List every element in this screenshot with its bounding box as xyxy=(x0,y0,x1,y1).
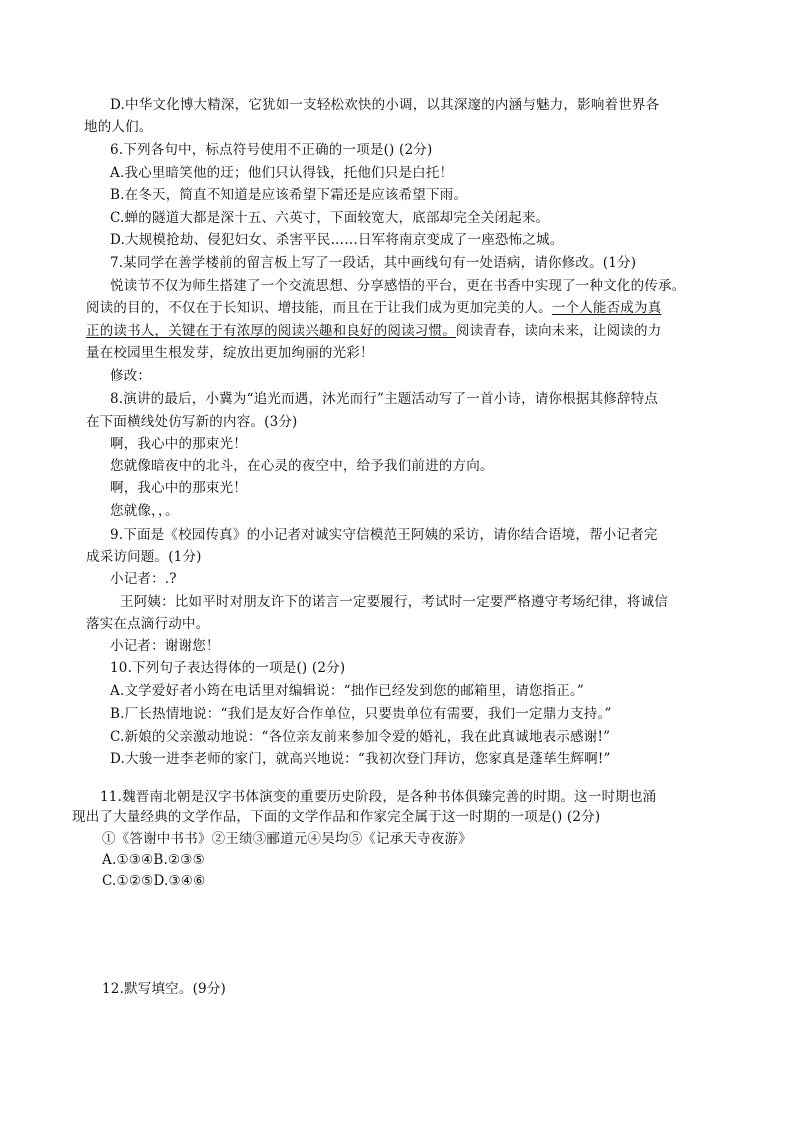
q6-option-d: D.大规模抢劫、侵犯妇女、杀害平民……日军将南京变成了一座恐怖之城。 xyxy=(110,232,564,248)
q8-poem-line3: 啊，我心中的那束光！ xyxy=(110,480,247,496)
q7-underlined-sentence-part1: 一个人能否成为真 xyxy=(551,300,662,316)
q7-paragraph-line3 xyxy=(86,322,661,340)
q8-stem-line2: 在下面横线处仿写新的内容。(3分) xyxy=(86,414,298,430)
q7-revise-label: 修改： xyxy=(110,368,152,384)
q10-option-a: A.文学爱好者小筠在电话里对编辑说：“拙作已经发到您的邮箱里，请您指正。” xyxy=(110,683,584,699)
q8-poem-line4: 您就像，，。 xyxy=(110,503,179,519)
q7-paragraph-line1: 悦读节不仅为师生搭建了一个交流思想、分享感悟的平台，更在书香中实现了一种文化的传承。 xyxy=(110,278,686,294)
q9-stem-line1: 9.下面是《校园传真》的小记者对诚实守信模范王阿姨的采访，请你结合语境，帮小记者完 xyxy=(110,527,658,543)
q8-poem-line2: 您就像暗夜中的北斗，在心灵的夜空中，给予我们前进的方向。 xyxy=(110,458,494,474)
q5-option-d-line1: D.中华文化博大精深，它犹如一支轻松欢快的小调，以其深邃的内涵与魅力，影响着世界各 xyxy=(110,97,660,113)
q9-reporter-line2: 小记者：谢谢您！ xyxy=(110,638,220,654)
q7-underlined-sentence-part2: 正的读书人，关键在于有浓厚的阅读兴趣和良好的阅读习惯。 xyxy=(86,323,456,339)
q9-wang-line1: 王阿姨：比如平时对朋友许下的诺言一定要履行，考试时一定要严格遵守考场纪律，将诚信 xyxy=(120,594,668,610)
q7-paragraph-line3-plain: 阅读青春，读向未来，让阅读的力 xyxy=(455,323,662,339)
q11-options-cd: C.①②⑤D.③④⑥ xyxy=(102,873,206,889)
q11-items: ①《答谢中书书》②王绩③郦道元④吴均⑤《记承天寺夜游》 xyxy=(102,831,472,847)
q5-option-d-line2: 地的人们。 xyxy=(84,119,153,135)
q10-option-d: D.大骏一进李老师的家门，就高兴地说：“我初次登门拜访，您家真是蓬荜生辉啊!” xyxy=(110,751,611,767)
q8-poem-line1: 啊，我心中的那束光！ xyxy=(110,436,247,452)
q7-stem: 7.某同学在善学楼前的留言板上写了一段话，其中画线句有一处语病，请你修改。(1分) xyxy=(110,255,637,271)
q11-stem-line1: 11.魏晋南北朝是汉字书体演变的重要历史阶段，是各种书体俱臻完善的时期。这一时期也涌 xyxy=(100,789,657,805)
q12-stem: 12.默写填空。(9分) xyxy=(102,981,226,997)
q10-option-b: B.厂长热情地说：“我们是友好合作单位，只要贵单位有需要，我们一定鼎力支持。” xyxy=(110,706,612,722)
q9-reporter-line1: 小记者：.? xyxy=(110,571,177,587)
q11-stem-line2: 现出了大量经典的文学作品，下面的文学作品和作家完全属于这一时期的一项是() (2分) xyxy=(72,809,601,825)
q7-paragraph-line2-plain: 阅读的目的，不仅在于长知识、增技能，而且在于让我们成为更加完美的人。 xyxy=(86,300,552,316)
q6-option-a: A.我心里暗笑他的迂；他们只认得钱，托他们只是白托！ xyxy=(110,165,454,181)
q7-paragraph-line2 xyxy=(86,299,661,317)
q9-wang-line2: 落实在点滴行动中。 xyxy=(86,616,210,632)
q6-stem: 6.下列各句中，标点符号使用不正确的一项是() (2分) xyxy=(110,142,433,158)
q6-option-b: B.在冬天，简直不知道是应该希望下霜还是应该希望下雨。 xyxy=(110,187,468,203)
q7-paragraph-line4: 量在校园里生根发芽，绽放出更加绚丽的光彩！ xyxy=(86,345,374,361)
q10-stem: 10.下列句子表达得体的一项是() (2分) xyxy=(110,660,346,676)
q8-stem-line1: 8.演讲的最后，小冀为“追光而遇，沐光而行”主题活动写了一首小诗，请你根据其修辞特点 xyxy=(110,391,659,407)
q9-stem-line2: 成采访问题。(1分) xyxy=(86,549,202,565)
q10-option-c: C.新娘的父亲激动地说：“各位亲友前来参加令爱的婚礼，我在此真诚地表示感谢!” xyxy=(110,729,611,745)
q11-options-ab: A.①③④B.②③⑤ xyxy=(102,852,205,868)
q6-option-c: C.蝉的隧道大都是深十五、六英寸，下面较宽大，底部却完全关闭起来。 xyxy=(110,210,550,226)
